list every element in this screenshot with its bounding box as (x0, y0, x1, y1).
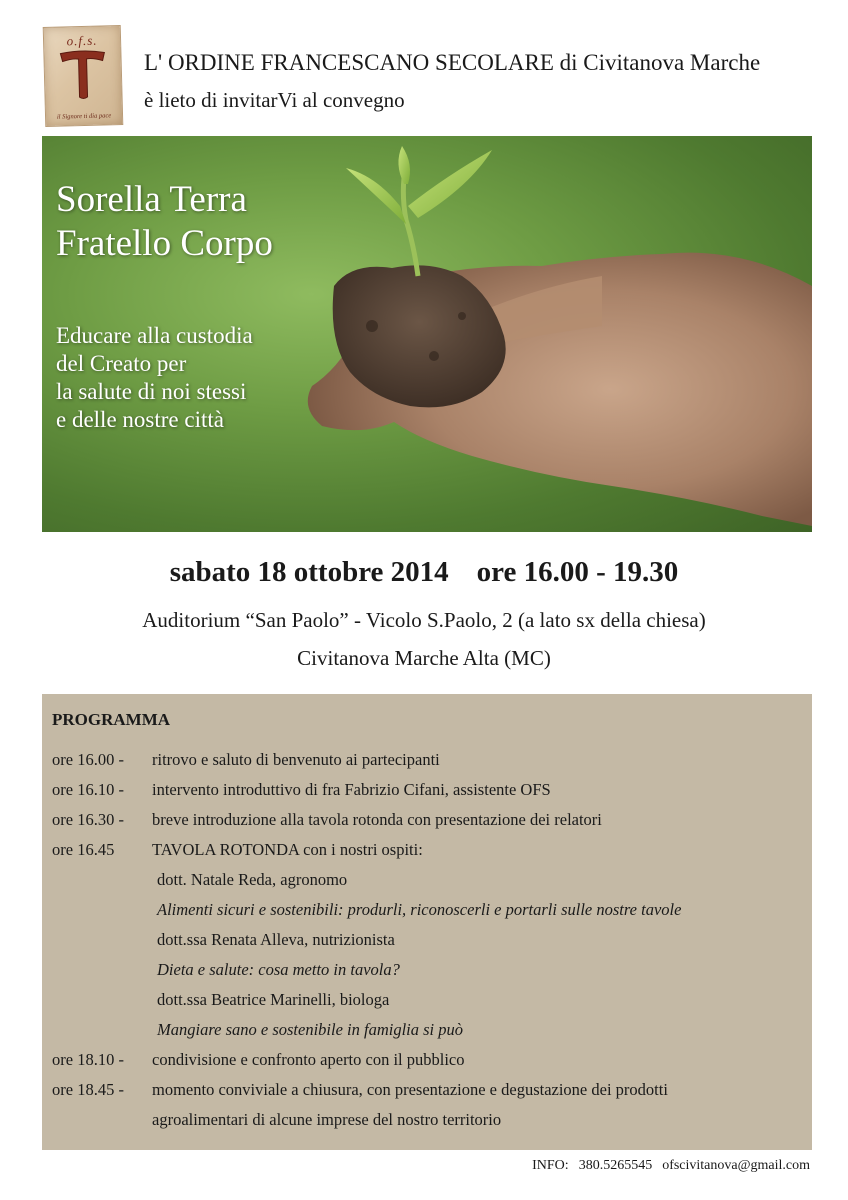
logo-initials: o.f.s. (66, 32, 98, 49)
info-phone: 380.5265545 (578, 1158, 653, 1173)
program-time: ore 16.30 - (52, 810, 124, 829)
program-box (42, 694, 812, 1150)
speaker-name: dott.ssa Beatrice Marinelli, biologa (157, 990, 390, 1009)
program-item-continuation (52, 1110, 501, 1130)
program-text: condivisione e confronto aperto con il pubblico (152, 1050, 465, 1069)
info-email: ofscivitanova@gmail.com (662, 1158, 810, 1173)
event-title-line-2: Fratello Corpo (56, 223, 273, 264)
subtitle-line: la salute di noi stessi (56, 379, 247, 404)
contact-info (532, 1158, 810, 1174)
program-time: ore 16.00 - (52, 750, 124, 769)
program-text: agroalimentari di alcune imprese del nostro territorio (152, 1110, 502, 1129)
subtitle-line: Educare alla custodia (56, 323, 253, 348)
program-time: ore 16.10 - (52, 780, 124, 799)
program-item (52, 1050, 465, 1070)
program-item (52, 810, 602, 830)
subtitle-line: del Creato per (56, 351, 187, 376)
speaker-name: dott.ssa Renata Alleva, nutrizionista (157, 930, 395, 949)
event-title (56, 178, 273, 266)
event-city: Civitanova Marche Alta (MC) (297, 646, 551, 670)
program-text: ritrovo e saluto di benvenuto ai partecipanti (152, 750, 440, 769)
program-text: breve introduzione alla tavola rotonda con presentazione dei relatori (152, 810, 602, 829)
speaker-talk: Mangiare sano e sostenibile in famiglia si può (157, 1020, 463, 1039)
program-title: PROGRAMMA (52, 710, 171, 729)
program-text: intervento introduttivo di fra Fabrizio Cifani, assistente OFS (152, 780, 551, 799)
event-subtitle (56, 322, 253, 434)
tau-cross-icon (58, 48, 107, 101)
program-text: TAVOLA ROTONDA con i nostri ospiti: (152, 840, 423, 859)
speaker-name: dott. Natale Reda, agronomo (157, 870, 348, 889)
event-time: ore 16.00 - 19.30 (476, 556, 679, 588)
subtitle-line: e delle nostre città (56, 407, 224, 432)
speaker-talk: Dieta e salute: cosa metto in tavola? (157, 960, 400, 979)
program-item (52, 780, 551, 800)
event-date-time (0, 556, 848, 589)
ofs-logo (43, 25, 124, 127)
program-time: ore 18.45 - (52, 1080, 124, 1099)
program-item (52, 1080, 668, 1100)
invitation-line: è lieto di invitarVi al convegno (144, 88, 405, 112)
program-time: ore 16.45 (52, 840, 115, 859)
program-text: momento conviviale a chiusura, con presentazione e degustazione dei prodotti (152, 1080, 668, 1099)
logo-motto: il Signore ti dia pace (56, 112, 112, 121)
event-title-line-1: Sorella Terra (56, 179, 247, 220)
program-time: ore 18.10 - (52, 1050, 124, 1069)
program-item (52, 840, 423, 860)
hero-image (42, 136, 812, 532)
speaker-talk: Alimenti sicuri e sostenibili: produrli, riconoscerli e portarli sulle nostre tavole (157, 900, 682, 919)
info-label: INFO: (532, 1158, 569, 1173)
program-item (52, 750, 440, 770)
event-date: sabato 18 ottobre 2014 (169, 556, 449, 588)
organizer-heading: L' ORDINE FRANCESCANO SECOLARE di Civitanova Marche (144, 50, 761, 75)
event-venue: Auditorium “San Paolo” - Vicolo S.Paolo, 2 (a lato sx della chiesa) (142, 608, 706, 632)
